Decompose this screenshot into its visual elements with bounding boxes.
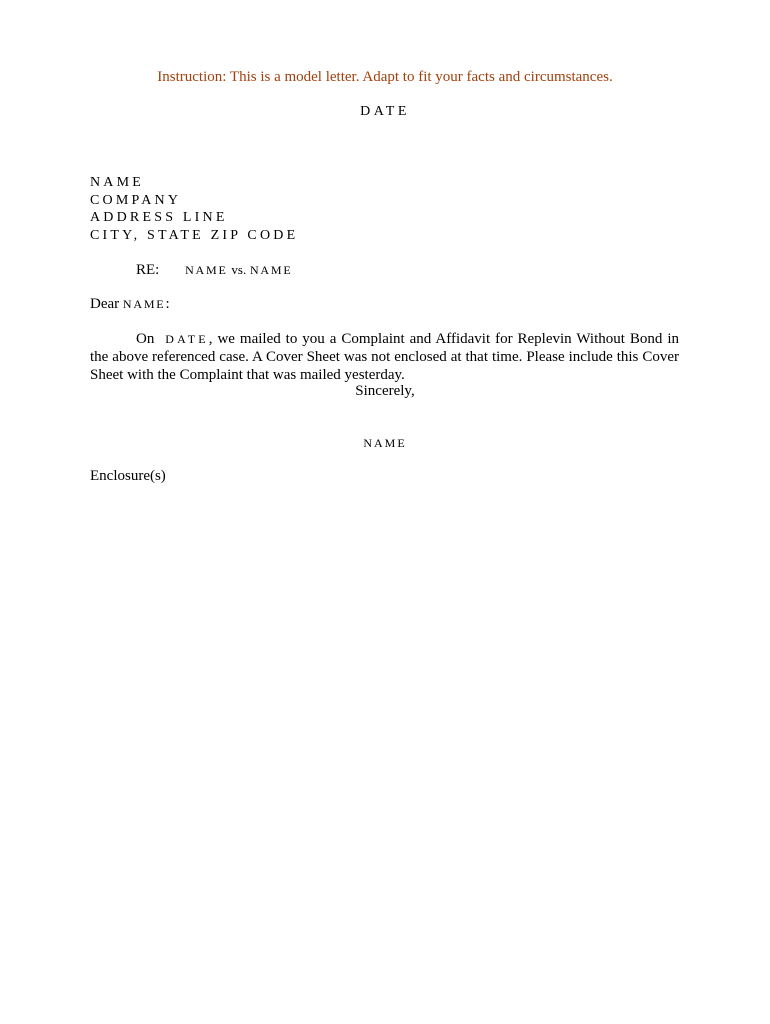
recipient-address-block [90, 174, 298, 244]
recipient-city-state-zip: CITY, STATE ZIP CODE [90, 227, 299, 243]
signature-name: NAME [363, 436, 407, 450]
date-heading: DATE [360, 104, 410, 119]
recipient-name: NAME [90, 175, 145, 190]
instruction-note: Instruction: This is a model letter. Adapt to fit your facts and circumstances. [157, 69, 613, 85]
body-paragraph [90, 330, 679, 384]
recipient-company: COMPANY [90, 192, 182, 208]
body-on: On [136, 331, 155, 347]
re-defendant: NAME [249, 263, 293, 277]
enclosure-note: Enclosure(s) [90, 468, 166, 484]
body-date: DATE [165, 332, 209, 346]
salutation [90, 296, 170, 313]
re-label: RE: [136, 262, 160, 278]
re-line [136, 262, 293, 279]
salutation-suffix: : [165, 296, 170, 312]
closing: Sincerely, [355, 383, 415, 399]
re-vs: vs. [231, 262, 247, 277]
salutation-name: NAME [122, 297, 166, 311]
body-text: , we mailed to you a Complaint and Affidavit for Replevin Without Bond in the above referenced case. A Cover Sheet was not enclosed at that time. Please include this Cover Sheet with the Complaint that was mailed yesterday. [90, 331, 679, 383]
recipient-address-line: ADDRESS LINE [90, 210, 228, 225]
salutation-prefix: Dear [90, 296, 123, 312]
re-plaintiff: NAME [185, 263, 228, 277]
